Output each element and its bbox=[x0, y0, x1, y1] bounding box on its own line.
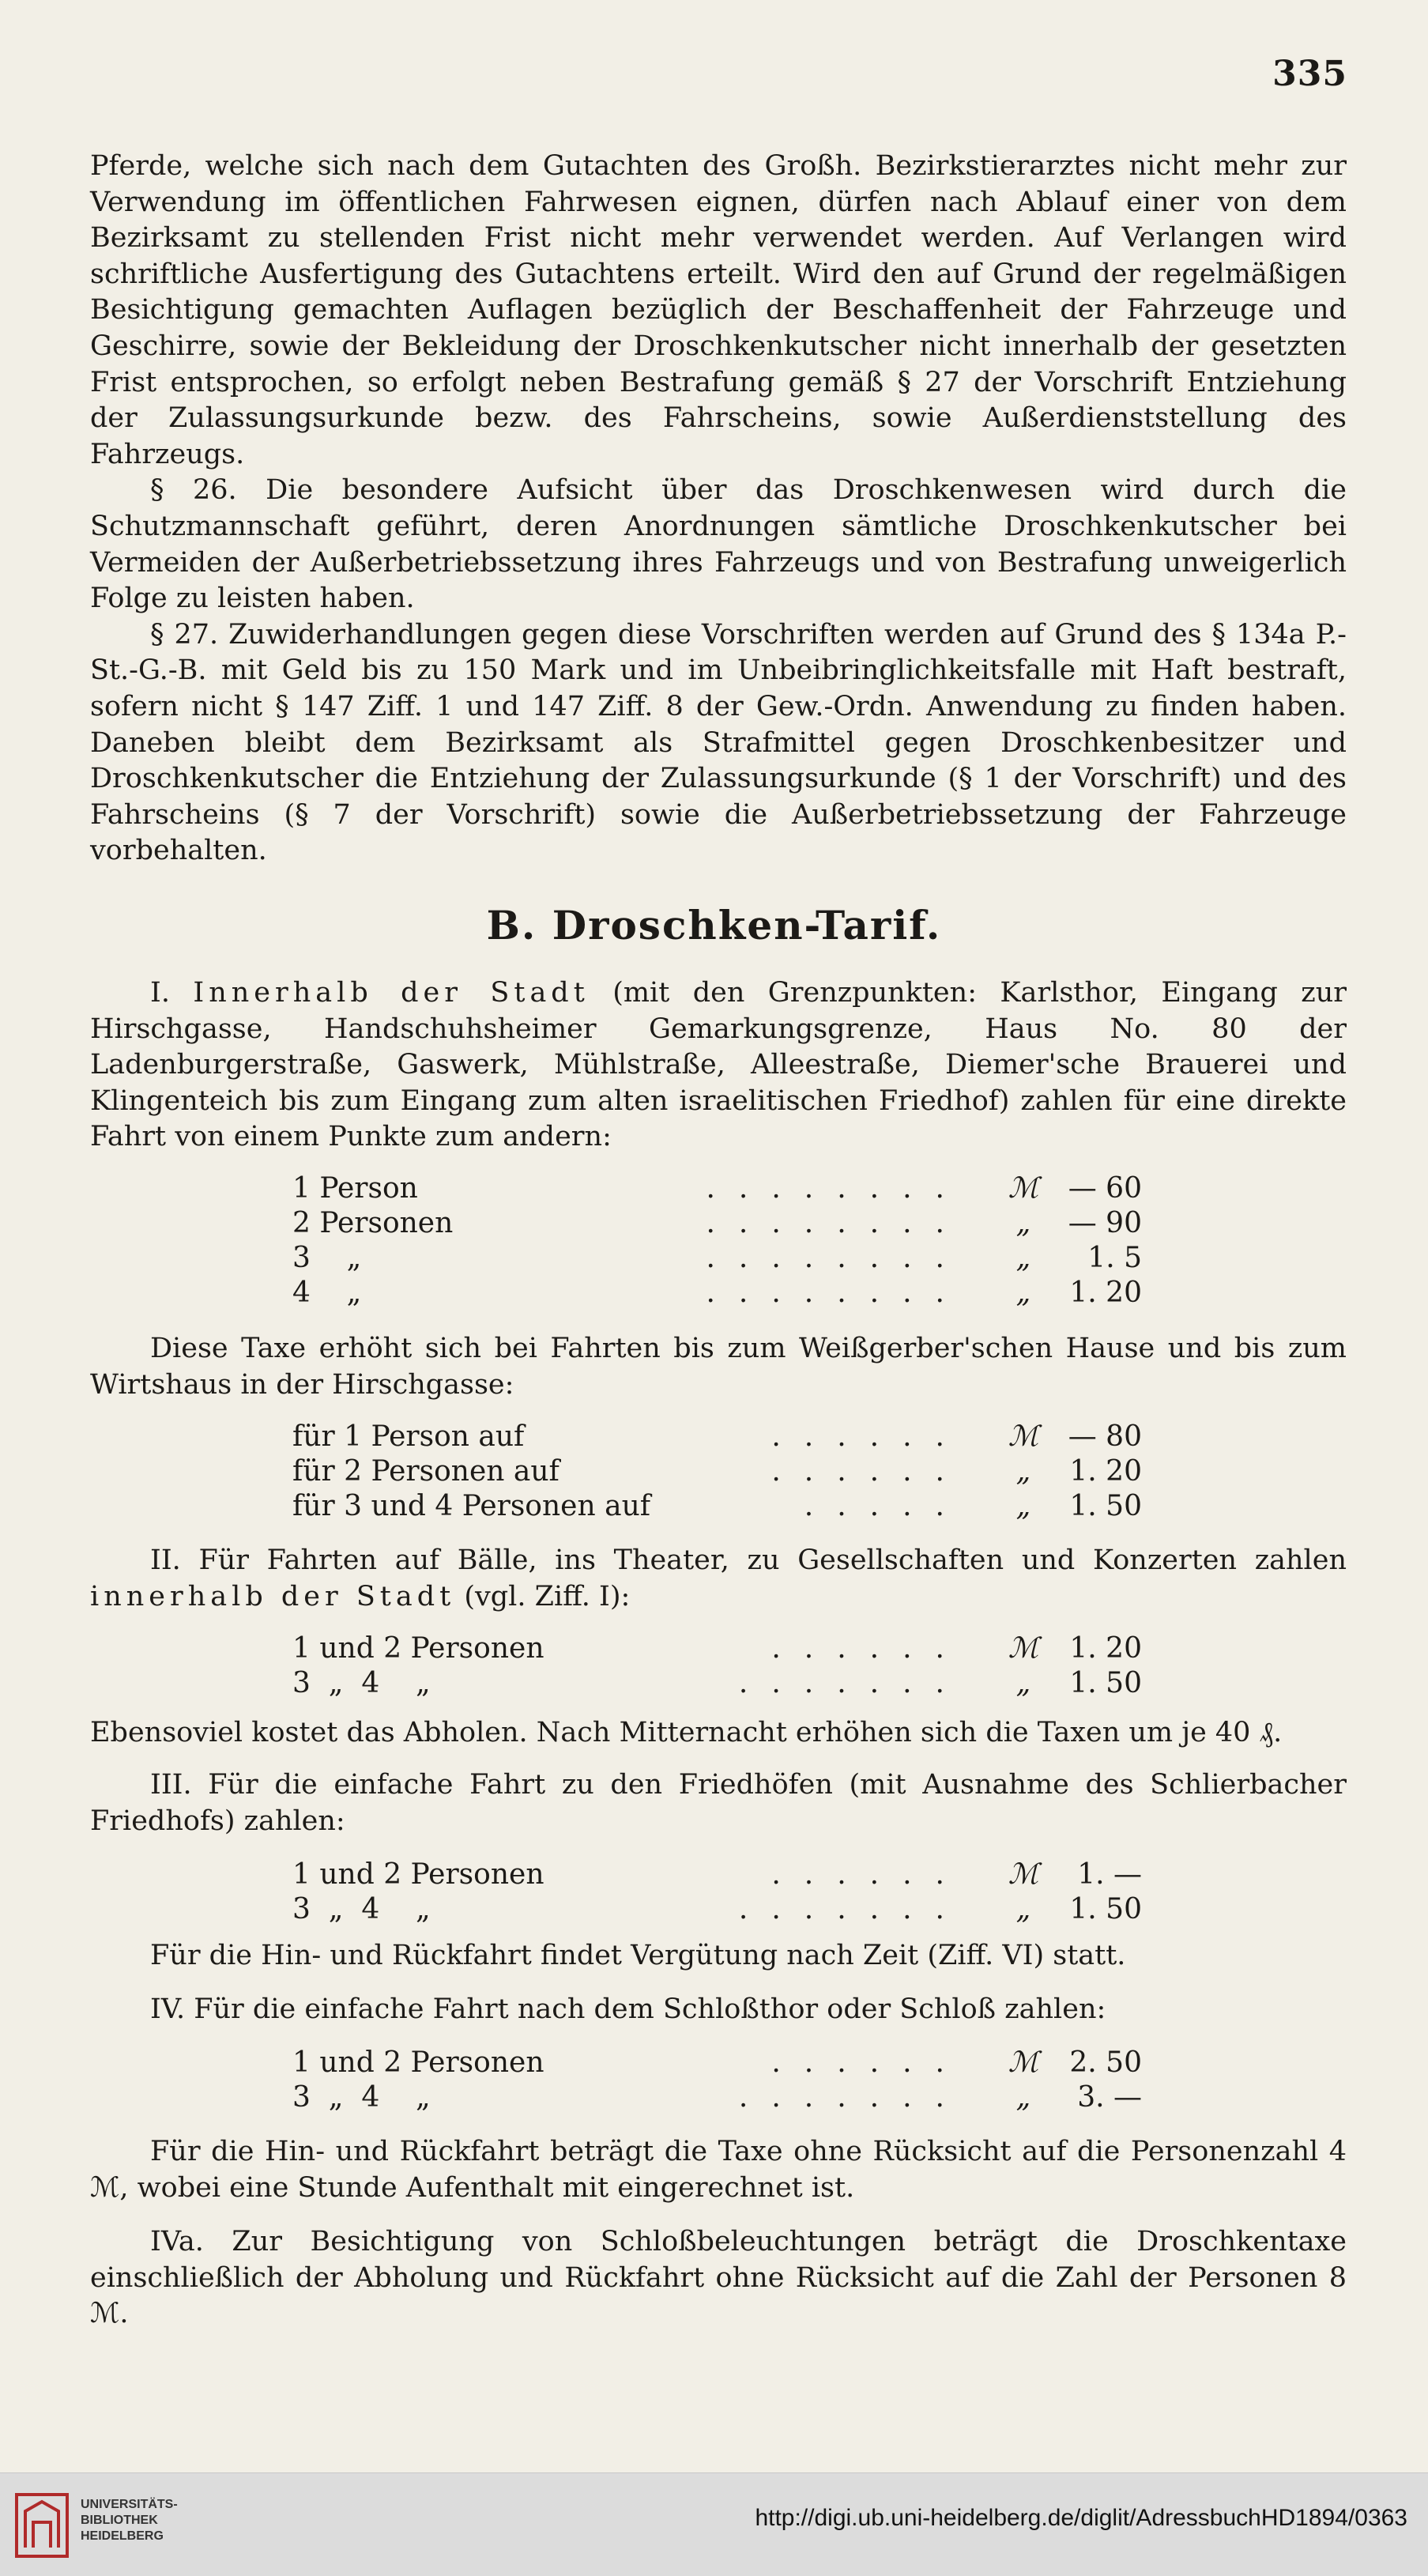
leader-dots: ....... bbox=[738, 1893, 968, 1925]
tariff-label: für 2 Personen auf bbox=[292, 1455, 560, 1488]
section-2-intro bbox=[90, 1543, 1347, 1615]
leader-dots: ...... bbox=[771, 1858, 968, 1891]
night-surcharge-note: Ebensoviel kostet das Abholen. Nach Mitternacht erhöhen sich die Taxen um je 40 ₰. bbox=[90, 1717, 1283, 1748]
tariff-label: 1 Person bbox=[292, 1172, 418, 1205]
tariff-price: — 80 bbox=[1068, 1420, 1142, 1453]
leader-dots: ...... bbox=[771, 2046, 968, 2079]
section-heading: B. Droschken-Tarif. bbox=[486, 902, 942, 949]
tariff-unit: „ bbox=[1015, 1893, 1031, 1925]
tariff-row bbox=[292, 2080, 1142, 2115]
section-2-text-b: (vgl. Ziff. I): bbox=[455, 1580, 631, 1612]
section-3-intro bbox=[90, 1767, 1347, 1839]
section-1-spaced-text: Innerhalb der Stadt bbox=[193, 977, 590, 1009]
section-1-number: I. bbox=[150, 977, 194, 1009]
source-url-link[interactable]: http://digi.ub.uni-heidelberg.de/diglit/AdressbuchHD1894/0363 bbox=[755, 2505, 1407, 2531]
tariff-label: 3 „ 4 „ bbox=[292, 2081, 431, 2114]
tariff-row bbox=[292, 1892, 1142, 1927]
tariff-price: 1. 20 bbox=[1069, 1632, 1142, 1665]
tariff-label: für 3 und 4 Personen auf bbox=[292, 1490, 651, 1522]
tariff-unit: „ bbox=[1015, 1490, 1031, 1522]
tariff-unit: „ bbox=[1015, 1277, 1031, 1309]
section-1-paragraph bbox=[90, 975, 1347, 1156]
leader-dots: ...... bbox=[771, 1632, 968, 1665]
section-2-spaced-text: innerhalb der Stadt bbox=[90, 1580, 456, 1612]
tariff-unit: ℳ bbox=[1008, 1172, 1039, 1205]
leader-dots: ........ bbox=[706, 1172, 968, 1205]
tariff-label: 3 „ 4 „ bbox=[292, 1667, 431, 1699]
section-2-note bbox=[90, 1715, 1347, 1752]
tariff-price: 3. — bbox=[1077, 2081, 1142, 2114]
tariff-label: 4 „ bbox=[292, 1277, 362, 1309]
tariff-table-4 bbox=[292, 2046, 1142, 2115]
tariff-price: — 90 bbox=[1068, 1207, 1142, 1239]
section-1-intro bbox=[90, 975, 1347, 1156]
leader-dots: ........ bbox=[706, 1207, 968, 1239]
tariff-row bbox=[292, 1858, 1142, 1892]
tariff-unit: ℳ bbox=[1008, 1420, 1039, 1453]
tariff-price: — 60 bbox=[1068, 1172, 1142, 1205]
tariff-label: 1 und 2 Personen bbox=[292, 2046, 544, 2079]
leader-dots: ...... bbox=[771, 1455, 968, 1488]
section-4a-paragraph: IVa. Zur Besichtigung von Schloßbeleuchtungen beträgt die Droschkentaxe einschließlich der Abholung und Rückfahrt ohne Rücksicht auf die Zahl der Personen 8 ℳ. bbox=[90, 2226, 1347, 2330]
page-number: 335 bbox=[1272, 54, 1347, 94]
section-4a bbox=[90, 2224, 1347, 2333]
round-trip-castle-note: Für die Hin- und Rückfahrt beträgt die Taxe ohne Rücksicht auf die Personenzahl 4 ℳ, wobei eine Stunde Aufenthalt mit eingerechnet ist. bbox=[90, 2136, 1347, 2204]
footer-bar bbox=[0, 2472, 1428, 2576]
tariff-price: 1. 20 bbox=[1069, 1455, 1142, 1488]
regulations-text bbox=[90, 149, 1347, 869]
leader-dots: ...... bbox=[771, 1420, 968, 1453]
tariff-unit: ℳ bbox=[1008, 1858, 1039, 1891]
tariff-label: 3 „ 4 „ bbox=[292, 1893, 431, 1925]
tariff-row bbox=[292, 1489, 1142, 1524]
library-name bbox=[81, 2497, 178, 2544]
library-name-line-1: UNIVERSITÄTS- bbox=[81, 2498, 178, 2511]
tariff-price: 1. 20 bbox=[1069, 1277, 1142, 1309]
tariff-label: 1 und 2 Personen bbox=[292, 1858, 544, 1891]
tariff-unit: „ bbox=[1015, 1455, 1031, 1488]
round-trip-note: Für die Hin- und Rückfahrt findet Vergütung nach Zeit (Ziff. VI) statt. bbox=[150, 1940, 1126, 1971]
tariff-unit: ℳ bbox=[1008, 2046, 1039, 2079]
paragraph-section-26: § 26. Die besondere Aufsicht über das Droschkenwesen wird durch die Schutzmannschaft geführt, deren Anordnungen sämtliche Droschkenkutscher bei Vermeiden der Außerbetriebssetzung ihres Fahrzeugs und von Bestrafung unweigerlich Folge zu leisten haben. bbox=[90, 474, 1347, 615]
tariff-unit: „ bbox=[1015, 1207, 1031, 1239]
tariff-label: 1 und 2 Personen bbox=[292, 1632, 544, 1665]
tariff-unit: ℳ bbox=[1008, 1632, 1039, 1665]
section-1-note bbox=[90, 1331, 1347, 1403]
tariff-table-3 bbox=[292, 1858, 1142, 1927]
tariff-price: 2. 50 bbox=[1069, 2046, 1142, 2079]
section-3-note bbox=[90, 1938, 1347, 1974]
tariff-row bbox=[292, 1631, 1142, 1666]
tariff-row bbox=[292, 2046, 1142, 2080]
leader-dots: ........ bbox=[706, 1277, 968, 1309]
library-name-line-3: HEIDELBERG bbox=[81, 2529, 164, 2543]
tariff-table-2 bbox=[292, 1631, 1142, 1701]
tariff-unit: „ bbox=[1015, 1242, 1031, 1274]
tariff-unit: „ bbox=[1015, 1667, 1031, 1699]
tariff-row bbox=[292, 1241, 1142, 1276]
tariff-table-1b bbox=[292, 1420, 1142, 1524]
tariff-price: 1. — bbox=[1077, 1858, 1142, 1891]
section-4-paragraph: IV. Für die einfache Fahrt nach dem Schloßthor oder Schloß zahlen: bbox=[150, 1993, 1106, 2025]
university-library-logo-icon bbox=[14, 2492, 70, 2559]
library-name-line-2: BIBLIOTHEK bbox=[81, 2514, 158, 2527]
tariff-table-1 bbox=[292, 1171, 1142, 1311]
leader-dots: ....... bbox=[738, 1667, 968, 1699]
tariff-row bbox=[292, 1420, 1142, 1454]
paragraph-section-27: § 27. Zuwiderhandlungen gegen diese Vorschriften werden auf Grund des § 134a P.-St.-G.-B. mit Geld bis zu 150 Mark und im Unbeibringlichkeitsfalle mit Haft bestraft, sofern nicht § 147 Ziff. 1 und 147 Ziff. 8 der Gew.-Ordn. Anwendung zu finden haben. Daneben bleibt dem Bezirksamt als Strafmittel gegen Droschkenbesitzer und Droschkenkutscher die Entziehung der Zulassungsurkunde (§ 1 der Vorschrift) und des Fahrscheins (§ 7 der Vorschrift) sowie die Außerbetriebssetzung der Fahrzeuge vorbehalten. bbox=[90, 618, 1347, 867]
tariff-price: 1. 50 bbox=[1069, 1667, 1142, 1699]
tariff-row bbox=[292, 1454, 1142, 1489]
paragraph-vehicles: Pferde, welche sich nach dem Gutachten des Großh. Bezirkstierarztes nicht mehr zur Verwendung im öffentlichen Fahrwesen eignen, dürfen nach Ablauf einer von dem Bezirksamt zu stellenden Frist nicht mehr verwendet werden. Auf Verlangen wird schriftliche Ausfertigung des Gutachtens erteilt. Wird den auf Grund der regelmäßigen Besichtigung gemachten Auflagen bezüglich der Beschaffenheit der Fahrzeuge und Geschirre, sowie der Bekleidung der Droschkenkutscher nicht innerhalb der gesetzten Frist entsprochen, so erfolgt neben Bestrafung gemäß § 27 der Vorschrift Entziehung der Zulassungsurkunde bezw. des Fahrscheins, sowie Außerdienststellung des Fahrzeugs. bbox=[90, 150, 1347, 470]
tariff-price: 1. 5 bbox=[1087, 1242, 1142, 1274]
leader-dots: ........ bbox=[706, 1242, 968, 1274]
tariff-price: 1. 50 bbox=[1069, 1490, 1142, 1522]
tariff-label: 2 Personen bbox=[292, 1207, 454, 1239]
tariff-row bbox=[292, 1666, 1142, 1701]
tariff-row bbox=[292, 1206, 1142, 1241]
leader-dots: ..... bbox=[804, 1490, 968, 1522]
section-3-paragraph: III. Für die einfache Fahrt zu den Friedhöfen (mit Ausnahme des Schlierbacher Friedhofs) zahlen: bbox=[90, 1769, 1347, 1837]
tariff-unit: „ bbox=[1015, 2081, 1031, 2114]
section-4-intro bbox=[90, 1992, 1347, 2028]
section-2-paragraph bbox=[90, 1543, 1347, 1615]
section-4-note bbox=[90, 2134, 1347, 2206]
section-2-text-a: II. Für Fahrten auf Bälle, ins Theater, zu Gesellschaften und Konzerten zahlen bbox=[150, 1544, 1347, 1576]
section-1-text: (mit den Grenzpunkten: Karlsthor, Eingang zur Hirschgasse, Handschuhsheimer Gemarkungsgrenze, Haus No. 80 der Ladenburgerstraße, Gaswerk, Mühlstraße, Alleestraße, Diemer'sche Brauerei und Klingenteich bis zum Eingang zum alten israelitischen Friedhof) zahlen für eine direkte Fahrt von einem Punkte zum andern: bbox=[90, 977, 1347, 1153]
leader-dots: ....... bbox=[738, 2081, 968, 2114]
tariff-label: 3 „ bbox=[292, 1242, 362, 1274]
tariff-label: für 1 Person auf bbox=[292, 1420, 525, 1453]
surcharge-note: Diese Taxe erhöht sich bei Fahrten bis zum Weißgerber'schen Hause und bis zum Wirtshaus in der Hirschgasse: bbox=[90, 1333, 1347, 1401]
tariff-row bbox=[292, 1276, 1142, 1311]
tariff-row bbox=[292, 1171, 1142, 1206]
tariff-price: 1. 50 bbox=[1069, 1893, 1142, 1925]
